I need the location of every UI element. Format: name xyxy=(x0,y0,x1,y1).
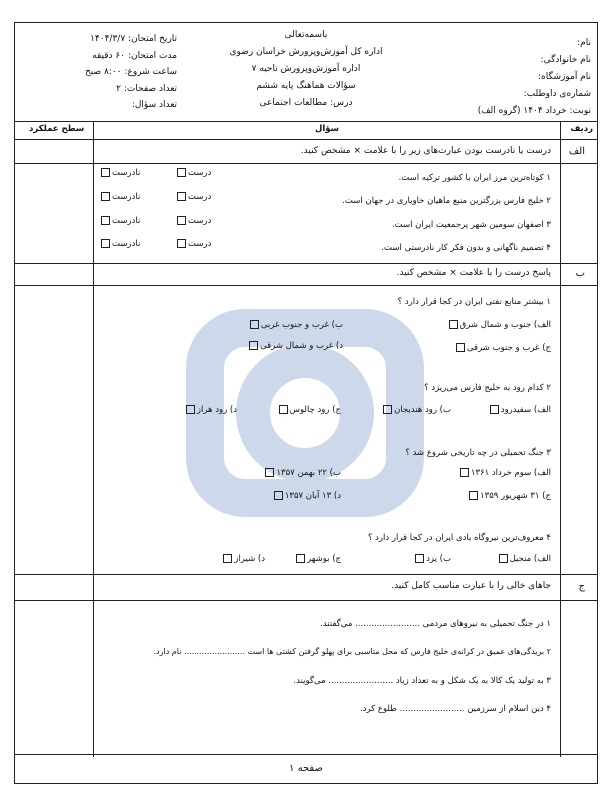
checkbox[interactable] xyxy=(460,468,469,477)
q3-option-a[interactable]: الف) سوم خرداد ۱۳۶۱ xyxy=(458,468,551,478)
exam-page xyxy=(14,22,598,784)
false-checkbox-1[interactable] xyxy=(101,168,110,177)
section-c-item-1: ۱ در جنگ تحمیلی به نیروهای مردمی ........................ می‌گفتند. xyxy=(320,619,551,629)
school-name-label: نام آموزشگاه: xyxy=(538,72,591,82)
q2-option-c[interactable]: ج) رود چالوس xyxy=(277,405,341,415)
false-checkbox-2[interactable] xyxy=(101,192,110,201)
checkbox[interactable] xyxy=(186,405,195,414)
checkbox[interactable] xyxy=(456,343,465,352)
true-checkbox-1[interactable] xyxy=(177,168,186,177)
question-4-text: ۴ معروف‌ترین نیروگاه بادی ایران در کجا قرار دارد ؟ xyxy=(367,533,551,543)
column-question: سؤال xyxy=(315,124,339,134)
exam-grade-text: سؤالات هماهنگ پایه ششم xyxy=(256,81,356,91)
checkbox[interactable] xyxy=(296,554,305,563)
checkbox[interactable] xyxy=(415,554,424,563)
question-3-text: ۳ جنگ تحمیلی در چه تاریخی شروع شد ؟ xyxy=(405,448,551,458)
column-radif: ردیف xyxy=(570,124,593,134)
provincial-office-text: اداره کل آموزش‌وپرورش خراسان رضوی xyxy=(229,47,383,57)
true-option[interactable]: درست xyxy=(175,216,211,226)
checkbox[interactable] xyxy=(449,320,458,329)
district-office-text: اداره آموزش‌وپرورش ناحیه ۷ xyxy=(251,64,361,74)
question-count: تعداد سؤال: xyxy=(131,100,178,110)
true-checkbox-2[interactable] xyxy=(177,192,186,201)
checkbox[interactable] xyxy=(499,554,508,563)
false-option[interactable]: نادرست xyxy=(99,192,140,202)
checkbox[interactable] xyxy=(223,554,232,563)
row-divider-c-top xyxy=(15,574,597,575)
student-name-label: نام: xyxy=(577,38,591,48)
true-checkbox-3[interactable] xyxy=(177,216,186,225)
question-2-text: ۲ کدام رود به خلیج فارس می‌ریزد ؟ xyxy=(424,383,551,393)
true-option[interactable]: درست xyxy=(175,239,211,249)
true-option[interactable]: درست xyxy=(175,168,211,178)
exam-date: تاریخ امتحان: ۱۴۰۴/۳/۷ xyxy=(90,34,178,44)
section-a-instruction: درست یا نادرست بودن عبارت‌های زیر را با علامت × مشخص کنید. xyxy=(300,146,551,156)
checkbox[interactable] xyxy=(279,405,288,414)
checkbox[interactable] xyxy=(490,405,499,414)
false-checkbox-4[interactable] xyxy=(101,239,110,248)
row-divider-a xyxy=(15,163,597,164)
q1-option-b[interactable]: ب) غرب و جنوب غربی xyxy=(248,320,343,330)
q1-option-d[interactable]: د) غرب و شمال شرقی xyxy=(247,341,343,351)
checkbox[interactable] xyxy=(250,320,259,329)
checkbox[interactable] xyxy=(265,468,274,477)
q2-option-d[interactable]: د) رود هراز xyxy=(184,405,237,415)
checkbox[interactable] xyxy=(274,491,283,500)
false-option[interactable]: نادرست xyxy=(99,239,140,249)
page-number: صفحه ۱ xyxy=(289,763,323,774)
section-c-label: ج xyxy=(578,581,585,592)
section-a-item-3: ۳ اصفهان سومین شهر پرجمعیت ایران است. xyxy=(391,220,551,230)
section-a-label: الف xyxy=(568,146,585,157)
row-divider-c xyxy=(15,600,597,601)
candidate-number-label: شماره‌ی داوطلب: xyxy=(523,89,591,99)
page-footer xyxy=(15,754,597,783)
checkbox[interactable] xyxy=(249,341,258,350)
q2-option-a[interactable]: الف) سفیدرود xyxy=(488,405,551,415)
exam-session-label: نوبت: خرداد ۱۴۰۴ (گروه الف) xyxy=(477,106,591,116)
true-option[interactable]: درست xyxy=(175,192,211,202)
section-a-item-2: ۲ خلیج فارس بزرگترین منبع ماهیان خاویاری در جهان است. xyxy=(342,196,551,206)
section-b-label: ب xyxy=(575,268,585,279)
page-count: تعداد صفحات: ۲ xyxy=(116,83,178,94)
row-divider-b-top xyxy=(15,263,597,264)
q4-option-d[interactable]: د) شیراز xyxy=(221,554,265,564)
exam-meta xyxy=(85,31,177,114)
row-divider-b xyxy=(15,285,597,286)
section-c-instruction: جاهای خالی را با عبارت مناسب کامل کنید. xyxy=(391,581,551,591)
q2-option-b[interactable]: ب) رود هندیجان xyxy=(381,405,451,415)
performance-divider xyxy=(93,121,94,757)
student-family-label: نام خانوادگی: xyxy=(540,55,591,65)
q4-option-c[interactable]: ج) بوشهر xyxy=(294,554,341,564)
question-1-text: ۱ بیشتر منابع نفتی ایران در کجا قرار دارد ؟ xyxy=(397,297,551,307)
q1-option-c[interactable]: ج) غرب و جنوب شرقی xyxy=(454,343,551,353)
q4-option-a[interactable]: الف) منجیل xyxy=(497,554,551,564)
false-option[interactable]: نادرست xyxy=(99,216,140,226)
q3-option-c[interactable]: ج) ۳۱ شهریور ۱۳۵۹ xyxy=(467,491,551,501)
exam-subject-text: درس: مطالعات اجتماعی xyxy=(259,98,353,108)
section-c-item-4: ۴ دین اسلام از سرزمین ........................ طلوع کرد. xyxy=(359,704,551,714)
exam-start-time: ساعت شروع: ۸:۰۰ صبح xyxy=(85,67,178,77)
table-header-row xyxy=(15,121,597,140)
section-c-item-3: ۳ به تولید یک کالا به یک شکل و به تعداد زیاد ........................ می‌گویند. xyxy=(293,676,551,686)
exam-duration: مدت امتحان: ۶۰ دقیقه xyxy=(92,50,178,61)
q4-option-b[interactable]: ب) یزد xyxy=(413,554,451,564)
column-performance: سطح عملکرد xyxy=(29,124,85,134)
q1-option-a[interactable]: الف) جنوب و شمال شرق xyxy=(447,320,551,330)
radif-divider xyxy=(560,121,561,757)
bismillah-text: باسمه‌تعالی xyxy=(284,30,328,40)
q3-option-d[interactable]: د) ۱۳ آبان ۱۳۵۷ xyxy=(272,491,341,501)
true-checkbox-4[interactable] xyxy=(177,239,186,248)
section-b-instruction: پاسخ درست را با علامت × مشخص کنید. xyxy=(396,268,551,278)
section-a-item-4: ۴ تصمیم ناگهانی و بدون فکر کار نادرستی است. xyxy=(381,243,551,253)
section-a-item-1: ۱ کوتاه‌ترین مرز ایران با کشور ترکیه است. xyxy=(398,173,551,183)
false-option[interactable]: نادرست xyxy=(99,168,140,178)
exam-header xyxy=(15,23,597,122)
checkbox[interactable] xyxy=(469,491,478,500)
false-checkbox-3[interactable] xyxy=(101,216,110,225)
checkbox[interactable] xyxy=(383,405,392,414)
q3-option-b[interactable]: ب) ۲۲ بهمن ۱۳۵۷ xyxy=(263,468,341,478)
section-c-item-2: ۲ بریدگی‌های عمیق در کرانه‌ی خلیج فارس که محل متاسبی برای پهلو گرفتن کشتی ها است ........................ نام دارد. xyxy=(153,647,551,656)
